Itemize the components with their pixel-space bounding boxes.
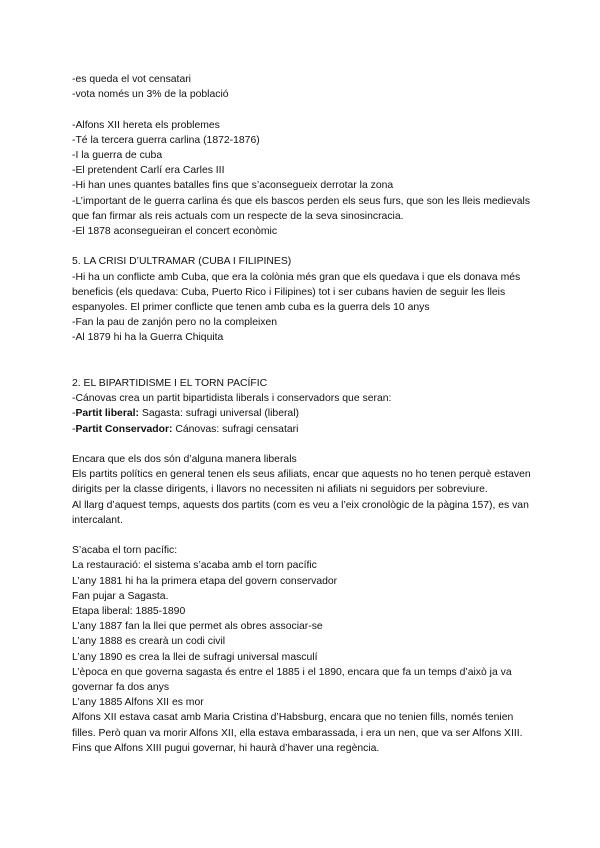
text-line: -Alfons XII hereta els problemes [72, 119, 220, 131]
text-paragraph: -L’important de le guerra carlina és que els bascos perden els seus furs, que son les lleis medievals que fan firmar als reis actuals com un respecte de la seva sinosincracia. [72, 195, 531, 222]
party-liberal-line [72, 406, 532, 421]
text-line: -El 1878 aconsegueiran el concert econòmic [72, 226, 278, 238]
text-line: -Té la tercera guerra carlina (1872-1876) [72, 134, 260, 146]
text-line: L’any 1888 es crearà un codi civil [72, 636, 226, 648]
text-line: S’acaba el torn pacífic: [72, 545, 178, 557]
text-line: -Fan la pau de zanjón pero no la compleixen [72, 317, 278, 329]
text-line: -Al 1879 hi ha la Guerra Chiquita [72, 332, 224, 344]
text-line: L’any 1881 hi ha la primera etapa del govern conservador [72, 575, 338, 587]
party-description: Cánovas: sufragi censatari [172, 423, 299, 435]
section-heading: 5. LA CRISI D’ULTRAMAR (CUBA I FILIPINES) [72, 256, 292, 268]
text-line: -vota només un 3% de la població [72, 89, 229, 101]
text-line: La restauració: el sistema s’acaba amb el torn pacífic [72, 560, 317, 572]
text-paragraph: L’època en que governa sagasta és entre el 1885 i el 1890, encara que fa un temps d’això ja va governar fa dos anys [72, 666, 512, 694]
text-line: L’any 1890 es crea la llei de sufragi universal masculí [72, 651, 318, 663]
document-body [72, 72, 532, 756]
spacer [72, 102, 532, 117]
text-paragraph: -Hi ha un conflicte amb Cuba, que era la colònia més gran que els quedava i que els donava més beneficis (els quedava: Cuba, Puerto Rico i Filipines) tot i ser cubans havien de seguir les lleis espanyoles. El primer conflicte que tenen amb cuba es la guerra dels 10 anys [72, 271, 521, 314]
party-label: Partit liberal: [75, 408, 139, 420]
text-line: Fins que Alfons XIII pugui governar, hi haurà d’haver una regència. [72, 742, 380, 754]
text-line: L’any 1887 fan la llei que permet als obres associar-se [72, 621, 323, 633]
spacer [72, 528, 532, 543]
spacer [72, 346, 532, 376]
text-line: -Cánovas crea un partit bipartidista liberals i conservadors que seran: [72, 393, 392, 405]
text-line: L’any 1885 Alfons XII es mor [72, 697, 204, 709]
text-line: Encara que els dos són d’alguna manera liberals [72, 454, 297, 466]
text-paragraph: Els partits polítics en general tenen els seus afiliats, encar que aquests no ho tenen perquè estaven dirigits per la classe dirigents, i llavors no necessiten ni afiliats ni seguidors per sobreviure. [72, 469, 531, 496]
spacer [72, 239, 532, 254]
text-line: -El pretendent Carlí era Carles III [72, 165, 225, 177]
section-heading: 2. EL BIPARTIDISME I EL TORN PACÍFIC [72, 378, 268, 390]
text-line: Etapa liberal: 1885-1890 [72, 606, 186, 618]
text-paragraph: Alfons XII estava casat amb Maria Cristina d’Habsburg, encara que no tenien fills, només tenien filles. Però quan va morir Alfons XII, ella estava embarassada, i era un nen, que va ser Alfons XIII. [72, 712, 523, 739]
spacer [72, 437, 532, 452]
bullet-dash: - [72, 408, 76, 420]
bullet-dash: - [72, 423, 76, 435]
text-line: -Hi han unes quantes batalles fins que s’aconsegueix derrotar la zona [72, 180, 394, 192]
text-line: Fan pujar a Sagasta. [72, 590, 169, 602]
party-label: Partit Conservador: [75, 423, 173, 435]
text-line: -es queda el vot censatari [72, 74, 191, 85]
party-description: Sagasta: sufragi universal (liberal) [139, 408, 299, 420]
party-conservador-line [72, 422, 532, 437]
text-line: -I la guerra de cuba [72, 150, 163, 161]
text-paragraph: Al llarg d’aquest temps, aquests dos partits (com es veu a l’eix cronològic de la pàgina 157), es van intercalant. [72, 499, 529, 526]
